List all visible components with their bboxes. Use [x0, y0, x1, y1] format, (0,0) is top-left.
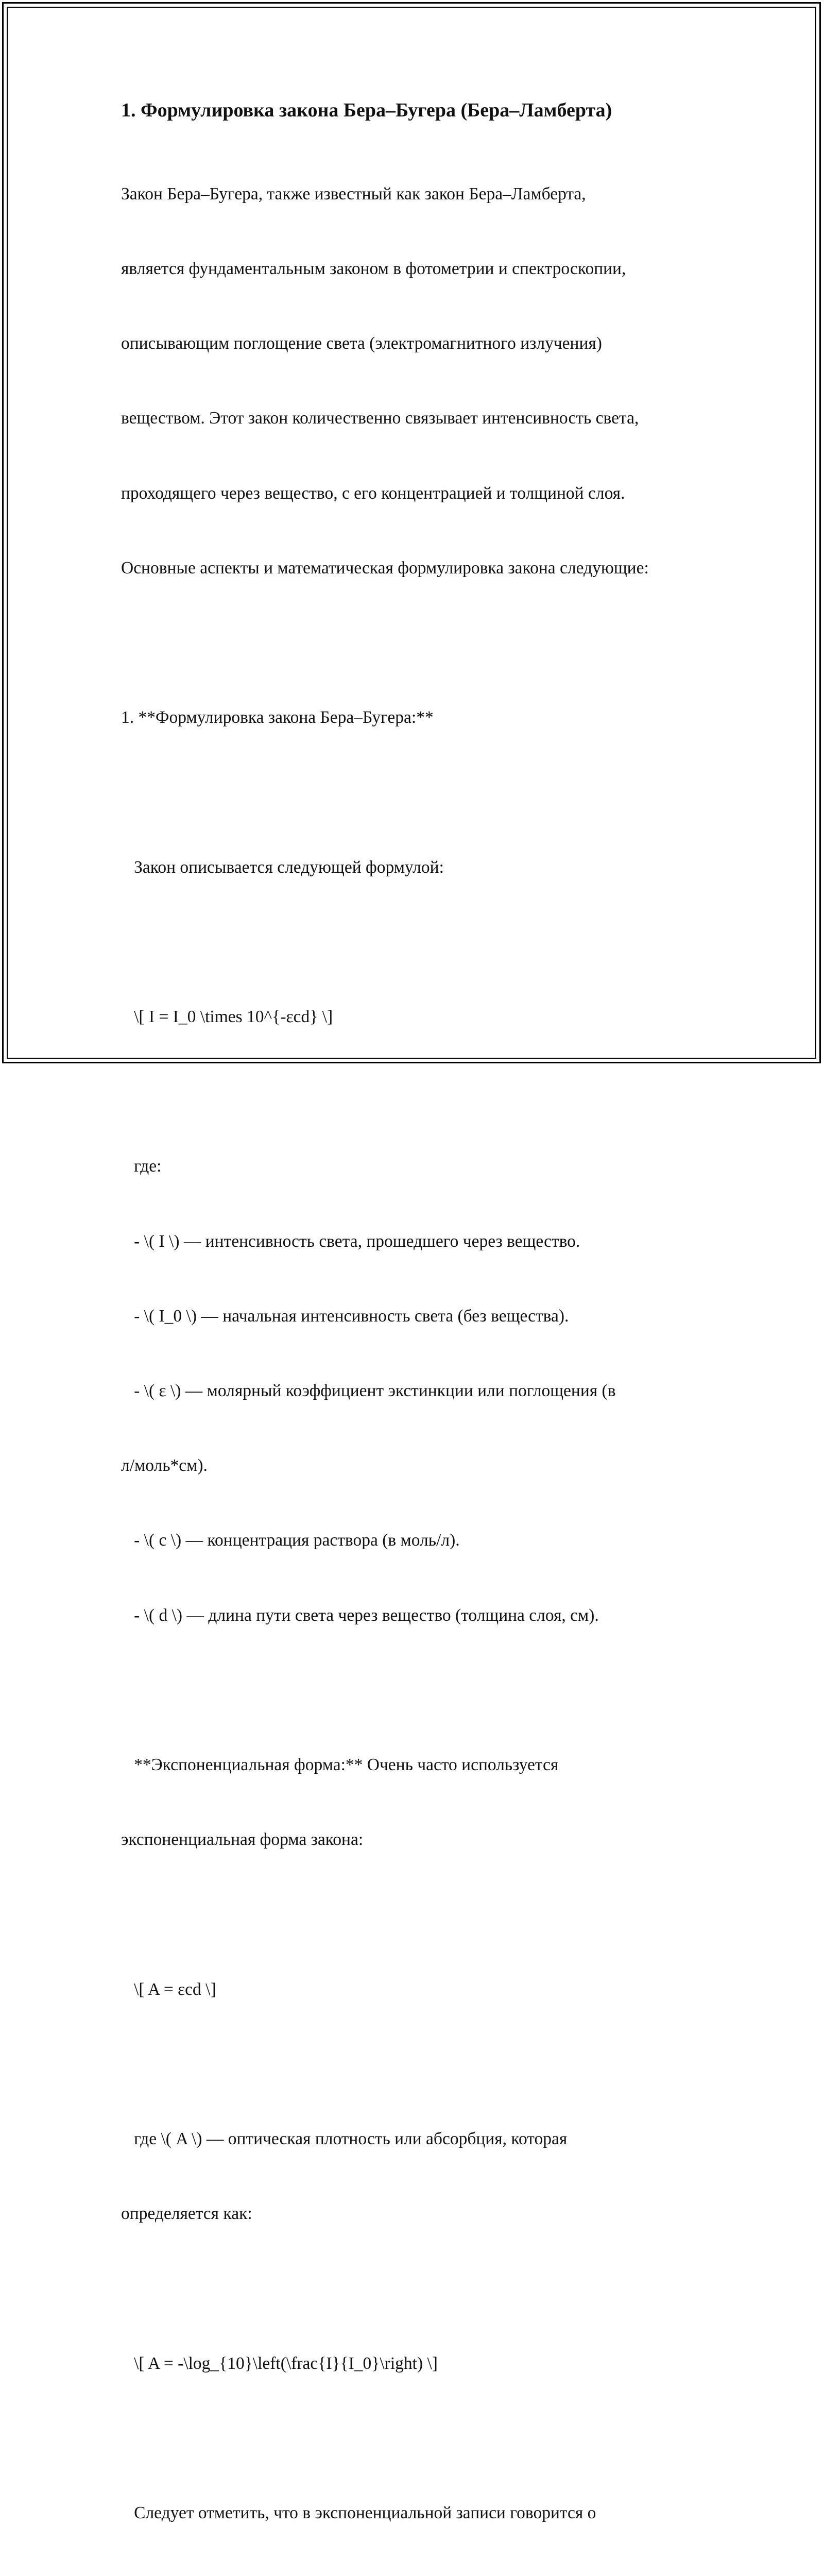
- text-line: **Экспоненциальная форма:** Очень часто используется: [121, 1755, 559, 1775]
- list-item: - \( d \) — длина пути света через вещество (толщина слоя, см).: [121, 1605, 599, 1625]
- text-line: где \( A \) — оптическая плотность или абсорбция, которая: [121, 2129, 568, 2149]
- blank-line: [121, 1079, 729, 1104]
- blank-line: [121, 2277, 729, 2301]
- text-line: проходящего через вещество, с его концентрацией и толщиной слоя.: [121, 483, 625, 503]
- formula-line: \[ I = I_0 \times 10^{-εcd} \]: [121, 1007, 333, 1027]
- list-item: - \( ε \) — молярный коэффициент экстинкции или поглощения (в: [121, 1381, 616, 1401]
- list-item: - \( I \) — интенсивность света, прошедшего через вещество.: [121, 1231, 580, 1251]
- section-heading: 1. Формулировка закона Бера–Бугера (Бера–Ламберта): [121, 99, 612, 121]
- text-line: описывающим поглощение света (электромагнитного излучения): [121, 334, 602, 353]
- text-line: Следует отметить, что в экспоненциальной записи говорится о: [121, 2503, 596, 2523]
- text-line: 1. **Формулировка закона Бера–Бугера:**: [121, 708, 434, 727]
- formula-line: \[ A = -\log_{10}\left(\frac{I}{I_0}\right) \]: [121, 2353, 438, 2373]
- document-body: [121, 132, 729, 2576]
- text-line: является фундаментальным законом в фотометрии и спектроскопии,: [121, 259, 626, 279]
- text-line: веществом. Этот закон количественно связывает интенсивность света,: [121, 409, 639, 428]
- blank-line: [121, 1678, 729, 1703]
- blank-line: [121, 631, 729, 655]
- text-line: экспоненциальная форма закона:: [121, 1830, 364, 1850]
- document-page: [121, 97, 729, 2576]
- text-line: где:: [121, 1157, 162, 1176]
- blank-line: [121, 780, 729, 805]
- blank-line: [121, 2052, 729, 2077]
- blank-line: [121, 1902, 729, 1927]
- blank-line: [121, 2426, 729, 2451]
- text-line: определяется как:: [121, 2204, 252, 2224]
- blank-line: [121, 930, 729, 955]
- text-line: Закон Бера–Бугера, также известный как закон Бера–Ламберта,: [121, 184, 586, 204]
- formula-line: \[ A = εcd \]: [121, 1979, 216, 1999]
- list-item: - \( c \) — концентрация раствора (в моль/л).: [121, 1531, 460, 1550]
- text-line: Основные аспекты и математическая формулировка закона следующие:: [121, 558, 649, 578]
- text-line: Закон описывается следующей формулой:: [121, 857, 444, 877]
- text-line: л/моль*см).: [121, 1456, 208, 1476]
- list-item: - \( I_0 \) — начальная интенсивность света (без вещества).: [121, 1306, 569, 1326]
